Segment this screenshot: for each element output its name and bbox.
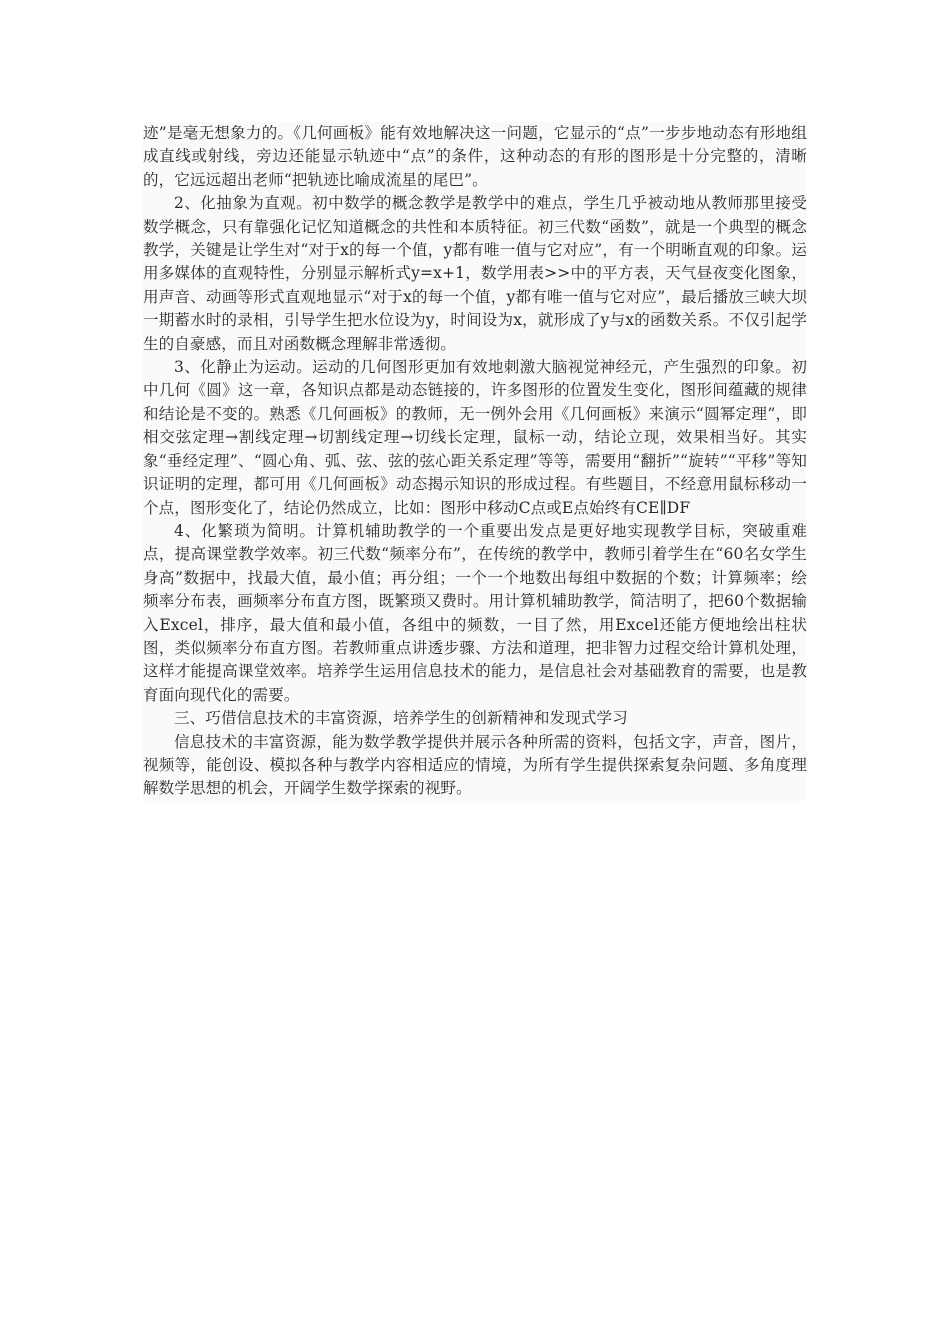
paragraph-abstract-to-intuitive: 2、化抽象为直观。初中数学的概念教学是教学中的难点，学生几乎被动地从教师那里接受数学概念，只有靠强化记忆知道概念的共性和本质特征。初三代数“函数”，就是一个典型的概念教学，关键是让学生对“对于x的每一个值，y都有唯一值与它对应”，有一个明晰直观的印象。运用多媒体的直观特性，分别显示解析式y=x+1，数学用表>>中的平方表，天气昼夜变化图象，用声音、动画等形式直观地显示“对于x的每一个值，y都有唯一值与它对应”，最后播放三峡大坝一期蓄水时的录相，引导学生把水位设为y，时间设为x，就形成了y与x的函数关系。不仅引起学生的自豪感，而且对函数概念理解非常透彻。 — [143, 194, 807, 353]
paragraph-continuation: 迹”是毫无想象力的。《几何画板》能有效地解决这一问题，它显示的“点”一步步地动态有形地组成直线或射线，旁边还能显示轨迹中“点”的条件，这种动态的有形的图形是十分完整的，清晰的，它远远超出老师“把轨迹比喻成流星的尾巴”。 — [143, 124, 807, 189]
paragraph-complex-to-simple: 4、化繁琐为简明。计算机辅助教学的一个重要出发点是更好地实现教学目标，突破重难点，提高课堂教学效率。初三代数“频率分布”，在传统的教学中，教师引着学生在“60名女学生身高”数据中，找最大值，最小值；再分组；一个一个地数出每组中数据的个数；计算频率；绘频率分布表，画频率分布直方图，既繁琐又费时。用计算机辅助教学，简洁明了，把60个数据输入Excel，排序，最大值和最小值，各组中的频数，一目了然，用Excel还能方便地绘出柱状图，类似频率分布直方图。若教师重点讲透步骤、方法和道理，把非智力过程交给计算机处理，这样才能提高课堂效率。培养学生运用信息技术的能力，是信息社会对基础教育的需要，也是教育面向现代化的需要。 — [143, 521, 807, 704]
paragraph-static-to-motion: 3、化静止为运动。运动的几何图形更加有效地刺激大脑视觉神经元，产生强烈的印象。初中几何《圆》这一章，各知识点都是动态链接的，许多图形的位置发生变化，图形间蕴藏的规律和结论是不变的。熟悉《几何画板》的教师，无一例外会用《几何画板》来演示“圆幂定理”，即相交弦定理→割线定理→切割线定理→切线长定理，鼠标一动，结论立现，效果相当好。其实象“垂经定理”、“圆心角、弧、弦、弦的弦心距关系定理”等等，需要用“翻折”“旋转”“平移”等知识证明的定理，都可用《几何画板》动态揭示知识的形成过程。有些题目，不经意用鼠标移动一个点，图形变化了，结论仍然成立，比如：图形中移动C点或E点始终有CE∥DF — [143, 358, 807, 517]
document-body — [143, 122, 807, 801]
paragraph-rich-resources: 信息技术的丰富资源，能为数学教学提供并展示各种所需的资料，包括文字，声音，图片，视频等，能创设、模拟各种与教学内容相适应的情境，为所有学生提供探索复杂问题、多角度理解数学思想的机会，开阔学生数学探索的视野。 — [143, 732, 807, 798]
section-heading-three: 三、巧借信息技术的丰富资源，培养学生的创新精神和发现式学习 — [174, 709, 628, 728]
